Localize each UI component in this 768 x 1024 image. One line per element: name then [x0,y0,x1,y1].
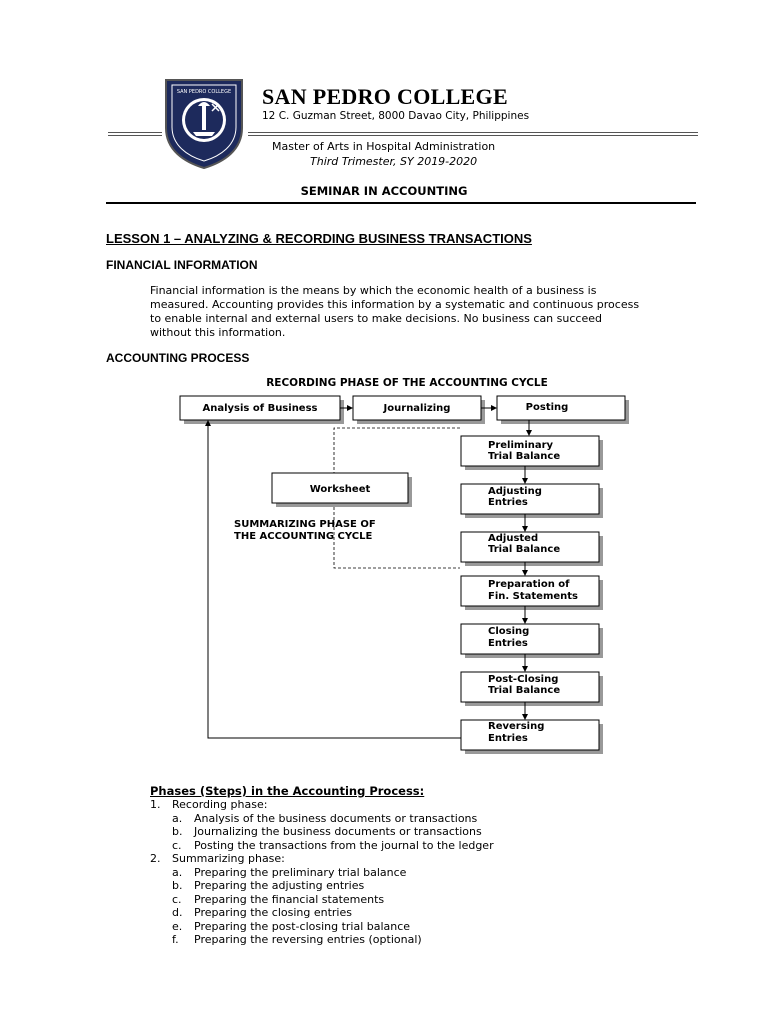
paragraph-line: to enable internal and external users to make decisions. No business can succeed [150,312,602,325]
list-item [150,866,494,880]
box-closing-entries [461,624,603,658]
paragraph-line: Financial information is the means by which the economic health of a business is [150,284,597,297]
list-text: Journalizing the business documents or transactions [194,825,482,838]
box-posting [497,396,629,424]
list-item [150,906,494,920]
box-journalizing [353,396,485,424]
list-label: Summarizing phase: [172,852,285,865]
list-text: Preparing the post-closing trial balance [194,919,411,933]
list-marker: e. [172,919,183,933]
phases-title: Phases (Steps) in the Accounting Process: [150,784,425,798]
list-marker: b. [172,825,183,838]
recording-phase-title: RECORDING PHASE OF THE ACCOUNTING CYCLE [266,377,548,389]
list-item [150,812,494,826]
accounting-process-heading: ACCOUNTING PROCESS [106,351,250,365]
list-item [150,825,494,839]
box-label: Posting [525,402,569,413]
list-item [150,893,494,907]
list-item [150,933,494,947]
list-item [150,798,494,812]
box-label: Preparation of [488,579,570,590]
course-title: SEMINAR IN ACCOUNTING [300,184,468,198]
college-address: 12 C. Guzman Street, 8000 Davao City, Philippines [262,110,530,122]
box-label: Preliminary [488,440,554,451]
list-marker: 1. [150,798,161,811]
list-item [150,852,494,866]
lesson-title: LESSON 1 – ANALYZING & RECORDING BUSINESS TRANSACTIONS [106,231,532,246]
list-marker: d. [172,906,183,919]
list-text: Preparing the preliminary trial balance [194,865,407,879]
logo-ring-text: SAN PEDRO COLLEGE [176,89,232,95]
college-name: SAN PEDRO COLLEGE [262,84,508,109]
academic-term: Third Trimester, SY 2019-2020 [310,155,478,168]
list-text: Preparing the financial statements [194,892,385,906]
list-text: Analysis of the business documents or transactions [194,811,478,825]
program-name: Master of Arts in Hospital Administration [272,140,496,153]
box-label: Journalizing [383,403,451,414]
box-label: Trial Balance [488,544,561,555]
box-label: Adjusted [488,533,539,544]
box-label: Worksheet [309,484,371,495]
list-marker: a. [172,811,183,825]
summarizing-phase-title-line: THE ACCOUNTING CYCLE [234,531,373,542]
list-marker: c. [172,838,182,852]
box-reversing-entries [461,720,603,754]
list-item [150,920,494,934]
box-label: Analysis of Business [202,403,318,414]
arrow-cycle-return [208,421,461,738]
box-analysis-of-business [180,396,344,424]
box-adjusting-entries [461,484,603,518]
list-label: Recording phase: [172,798,268,811]
box-adjusted-trial-balance [461,532,603,566]
list-text: Posting the transactions from the journal to the ledger [194,838,494,852]
financial-information-heading: FINANCIAL INFORMATION [106,258,258,272]
box-post-closing-trial-balance [461,672,603,706]
list-marker: a. [172,865,183,879]
paragraph-line: without this information. [150,326,286,339]
box-label: Fin. Statements [488,591,579,602]
box-label: Post-Closing [488,674,559,685]
box-label: Closing [488,626,530,637]
box-preparation-of-statements [461,576,603,610]
list-text: Preparing the adjusting entries [194,879,365,892]
box-label: Entries [488,497,528,508]
box-preliminary-trial-balance [461,436,603,470]
box-label: Trial Balance [488,685,561,696]
list-text: Preparing the closing entries [194,906,352,919]
list-item [150,839,494,853]
box-label: Adjusting [488,486,542,497]
list-marker: b. [172,879,183,892]
list-marker: f. [172,933,179,946]
box-worksheet [272,473,412,507]
box-label: Reversing [488,721,545,732]
phases-list [150,798,494,947]
summarizing-phase-title-line: SUMMARIZING PHASE OF [234,519,376,530]
list-marker: 2. [150,852,161,865]
paragraph-line: measured. Accounting provides this information by a systematic and continuous process [150,298,640,311]
box-label: Entries [488,733,528,744]
list-text: Preparing the reversing entries (optional) [194,933,422,946]
box-label: Trial Balance [488,451,561,462]
list-item [150,879,494,893]
box-label: Entries [488,638,528,649]
list-marker: c. [172,892,182,906]
